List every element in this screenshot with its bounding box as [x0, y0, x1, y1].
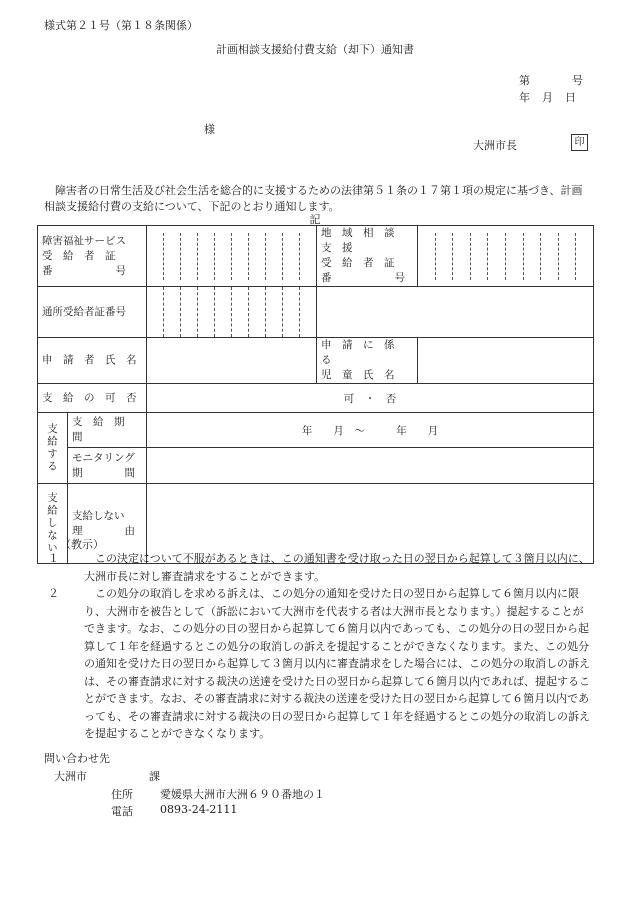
address-value: 愛媛県大洲市大洲６９０番地の１ [160, 788, 325, 801]
issuer-name: 大洲市長 [473, 139, 517, 152]
row-applicant [38, 338, 594, 384]
note-number: ２ [48, 587, 59, 600]
number-prefix: 第 [519, 74, 530, 87]
welfare-certificate-number-field[interactable] [147, 226, 317, 287]
notes-heading: （教示） [60, 538, 104, 551]
date-line [519, 89, 576, 105]
deny-group-label: 支給しない [38, 484, 68, 564]
row-monitoring [38, 448, 594, 484]
number-suffix: 号 [572, 74, 583, 87]
monitoring-period-field[interactable] [147, 448, 594, 484]
date-day: 日 [565, 91, 576, 104]
payment-period-value: 年 月 ～ 年 月 [147, 413, 594, 448]
inquiry-department: 課 [149, 770, 160, 783]
phone-value: 0893-24-2111 [160, 803, 238, 816]
related-child-label: 申 請 に 係 る 児 童 氏 名 [317, 338, 418, 384]
monitoring-period-label: モニタリング 期 間 [68, 448, 147, 484]
phone-label: 電話 [111, 805, 133, 818]
date-month: 月 [542, 91, 553, 104]
approval-value: 可 ・ 否 [147, 384, 594, 413]
row-tsusho-number [38, 287, 594, 338]
inquiry-city: 大洲市 [54, 770, 87, 783]
document-number-line [519, 72, 583, 88]
note-item-1 [44, 550, 592, 585]
seal-stamp: 印 [571, 134, 588, 151]
payment-period-label: 支 給 期 間 [68, 413, 147, 448]
applicant-name-label: 申 請 者 氏 名 [38, 338, 147, 384]
applicant-name-field[interactable] [147, 338, 317, 384]
row-certificate-numbers [38, 226, 594, 287]
notice-form-table [37, 225, 594, 564]
tsusho-blank-cell [317, 287, 594, 338]
tsusho-certificate-number-field[interactable] [147, 287, 317, 338]
document-title: 計画相談支援給付費支給（却下）通知書 [216, 43, 414, 56]
addressee-suffix: 様 [204, 123, 215, 136]
notice-body: 障害者の日常生活及び社会生活を総合的に支援するための法律第５１条の１７第１項の規定に基づき、計画相談支援給付費の支給について、下記のとおり通知します。 [44, 184, 583, 213]
approval-label: 支 給 の 可 否 [38, 384, 147, 413]
form-number: 様式第２１号（第１８条関係） [44, 19, 198, 32]
tsusho-certificate-label: 通所受給者証番号 [38, 287, 147, 338]
deny-reason-label: 支給しない 理 由 [68, 484, 147, 564]
related-child-name-field[interactable] [418, 338, 594, 384]
regional-certificate-label: 地 域 相 談 支 援 受 給 者 証 番 号 [317, 226, 418, 287]
note-number: １ [48, 552, 59, 565]
row-approval [38, 384, 594, 413]
address-label: 住所 [111, 788, 133, 801]
note-text: この処分の取消しを求める訴えは、この処分の通知を受けた日の翌日から起算して６箇月以内に限り、大洲市を被告として（訴訟において大洲市を代表する者は大洲市長となります。）提起することができます。なお、この処分の日の翌日から起算して６箇月以内であっても、この処分の日の翌日から起算して１年を経過するとこの処分の取消しの訴えを提起することができなくなります。また、この処分の通知を受けた日の翌日から起算して３箇月以内に審査請求をした場合には、この処分の取消しの訴えは、その審査請求に対する裁決の送達を受けた日の翌日から起算して６箇月以内であれば、提起することができます。なお、その審査請求に対する裁決の送達を受けた日の翌日から起算して６箇月以内であっても、その審査請求に対する裁決の日の翌日から起算して１年を経過するとこの処分の取消しの訴えを提起することができなくなります。 [84, 587, 590, 740]
regional-certificate-number-field[interactable] [418, 226, 594, 287]
date-year: 年 [519, 91, 530, 104]
row-payment-period [38, 413, 594, 448]
inquiry-heading: 問い合わせ先 [44, 752, 110, 765]
note-text: この決定について不服があるときは、この通知書を受け取った日の翌日から起算して３箇月以内に、大洲市長に対し審査請求をすることができます。 [84, 552, 590, 583]
ki-heading: 記 [309, 213, 321, 226]
welfare-certificate-label: 障害福祉サービス 受 給 者 証 番 号 [38, 226, 147, 287]
note-item-2 [44, 585, 592, 743]
grant-group-label: 支給する [38, 413, 68, 484]
